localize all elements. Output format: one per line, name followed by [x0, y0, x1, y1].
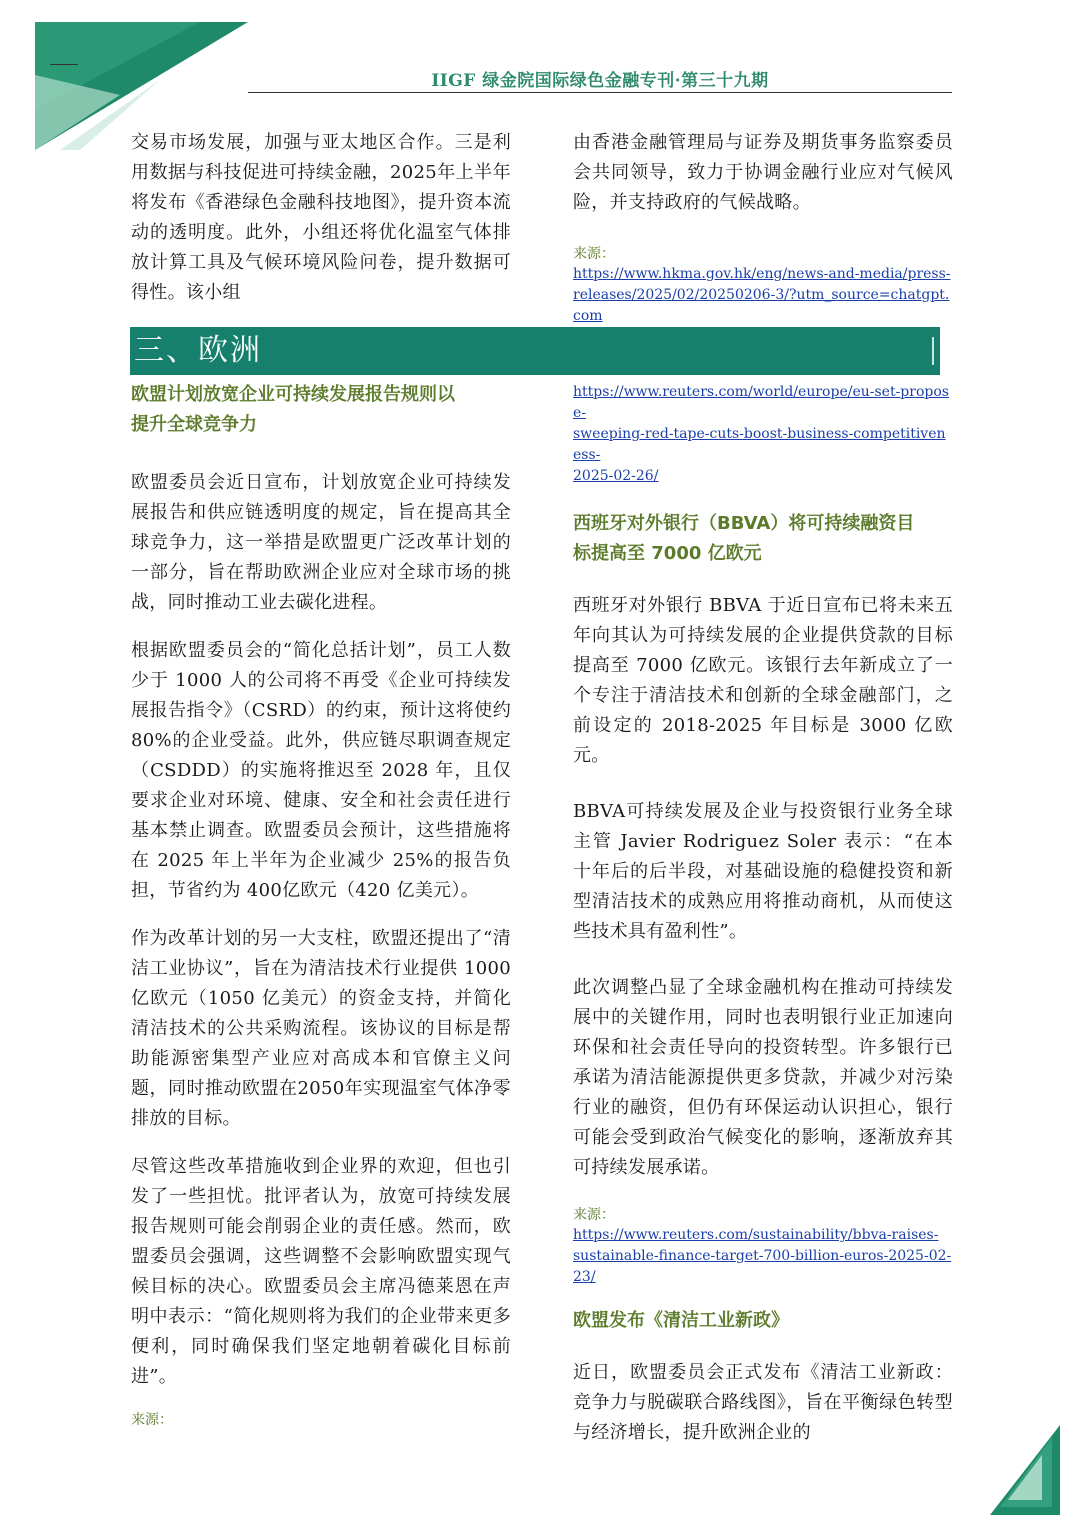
paragraph: 欧盟委员会近日宣布，计划放宽企业可持续发展报告和供应链透明度的规定，旨在提高其全球竞争力，这一举措是欧盟更广泛改革计划的一部分，旨在帮助欧洲企业应对全球市场的挑战，同时推动工业去碳化进程。: [131, 472, 511, 613]
journal-title: IIGF 绿金院国际绿色金融专刊·第三十九期: [431, 71, 769, 91]
source-link-hkma[interactable]: https://www.hkma.gov.hk/eng/news-and-media/press- releases/2025/02/20250206-3/?utm_source=chatgpt.com: [573, 266, 951, 324]
left-column-top: [131, 128, 511, 308]
left-column-main: [131, 380, 511, 1430]
corner-decoration-bottom-right: [990, 1425, 1060, 1515]
paragraph: 根据欧盟委员会的“简化总括计划”，员工人数少于 1000 人的公司将不再受《企业可持续发展报告指令》（CSRD）的约束，预计这将使约 80%的企业受益。此外，供应链尽职调查规定（CSDDD）的实施将推迟至 2028 年，且仅要求企业对环境、健康、安全和社会责任进行基本禁止调查。欧盟委员会预计，这些措施将在 2025 年上半年为企业减少 25%的报告负担，节省约为 400亿欧元（420 亿美元）。: [131, 640, 511, 901]
paragraph: 近日，欧盟委员会正式发布《清洁工业新政：竞争力与脱碳联合路线图》，旨在平衡绿色转型与经济增长，提升欧洲企业的: [573, 1362, 953, 1443]
paragraph: 西班牙对外银行 BBVA 于近日宣布已将未来五年向其认为可持续发展的企业提供贷款的目标提高至 7000 亿欧元。该银行去年新成立了一个专注于清洁技术和创新的全球金融部门，之前设定的 2018-2025 年目标是 3000 亿欧元。: [573, 595, 953, 766]
source-label: 来源：: [573, 246, 615, 262]
right-column-top: [573, 128, 953, 327]
article-heading-clean-industry: 欧盟发布《清洁工业新政》: [573, 1310, 789, 1331]
band-marker: [932, 337, 934, 365]
section-heading-band: [130, 327, 940, 375]
source-link-reuters-eu[interactable]: https://www.reuters.com/world/europe/eu-set-propose- sweeping-red-tape-cuts-boost-business-competitiveness- 2025-02-26/: [573, 384, 949, 484]
header-rule: [248, 92, 952, 93]
paragraph: 此次调整凸显了全球金融机构在推动可持续发展中的关键作用，同时也表明银行业正加速向环保和社会责任导向的投资转型。许多银行已承诺为清洁能源提供更多贷款，并减少对污染行业的融资，但仍有环保运动认识担心，银行可能会受到政治气候变化的影响，逐渐放弃其可持续发展承诺。: [573, 977, 953, 1178]
right-column-main: [573, 382, 953, 1448]
article-heading-bbva: 西班牙对外银行（BBVA）将可持续融资目 标提高至 7000 亿欧元: [573, 513, 915, 564]
source-link-reuters-bbva[interactable]: https://www.reuters.com/sustainability/bbva-raises- sustainable-finance-target-700-billion-euros-2025-02-23/: [573, 1227, 952, 1285]
header-dash: [50, 64, 78, 65]
paragraph: 尽管这些改革措施收到企业界的欢迎，但也引发了一些担忧。批评者认为，放宽可持续发展报告规则可能会削弱企业的责任感。然而，欧盟委员会强调，这些调整不会影响欧盟实现气候目标的决心。欧盟委员会主席冯德莱恩在声明中表示：“简化规则将为我们的企业带来更多便利，同时确保我们坚定地朝着碳化目标前进”。: [131, 1156, 511, 1387]
section-title: 三、欧洲: [134, 333, 262, 368]
source-label: 来源：: [573, 1207, 615, 1223]
continuation-paragraph-right: 由香港金融管理局与证券及期货事务监察委员会共同领导，致力于协调金融行业应对气候风险，并支持政府的气候战略。: [573, 132, 953, 213]
paragraph: BBVA可持续发展及企业与投资银行业务全球主管 Javier Rodriguez Soler 表示：“在本十年后的后半段，对基础设施的稳健投资和新型清洁技术的成熟应用将推动商机，从而使这些技术具有盈利性”。: [573, 801, 953, 942]
paragraph: 作为改革计划的另一大支柱，欧盟还提出了“清洁工业协议”，旨在为清洁技术行业提供 1000 亿欧元（1050 亿美元）的资金支持，并简化清洁技术的公共采购流程。该协议的目标是帮助能源密集型产业应对高成本和官僚主义问题，同时推动欧盟在2050年实现温室气体净零排放的目标。: [131, 928, 511, 1129]
article-heading-eu-reporting: 欧盟计划放宽企业可持续发展报告规则以 提升全球竞争力: [131, 384, 455, 435]
continuation-paragraph: 交易市场发展，加强与亚太地区合作。三是利用数据与科技促进可持续金融，2025年上半年将发布《香港绿色金融科技地图》，提升资本流动的透明度。此外，小组还将优化温室气体排放计算工具及气候环境风险问卷，提升数据可得性。该小组: [131, 132, 511, 303]
source-label: 来源：: [131, 1412, 173, 1428]
